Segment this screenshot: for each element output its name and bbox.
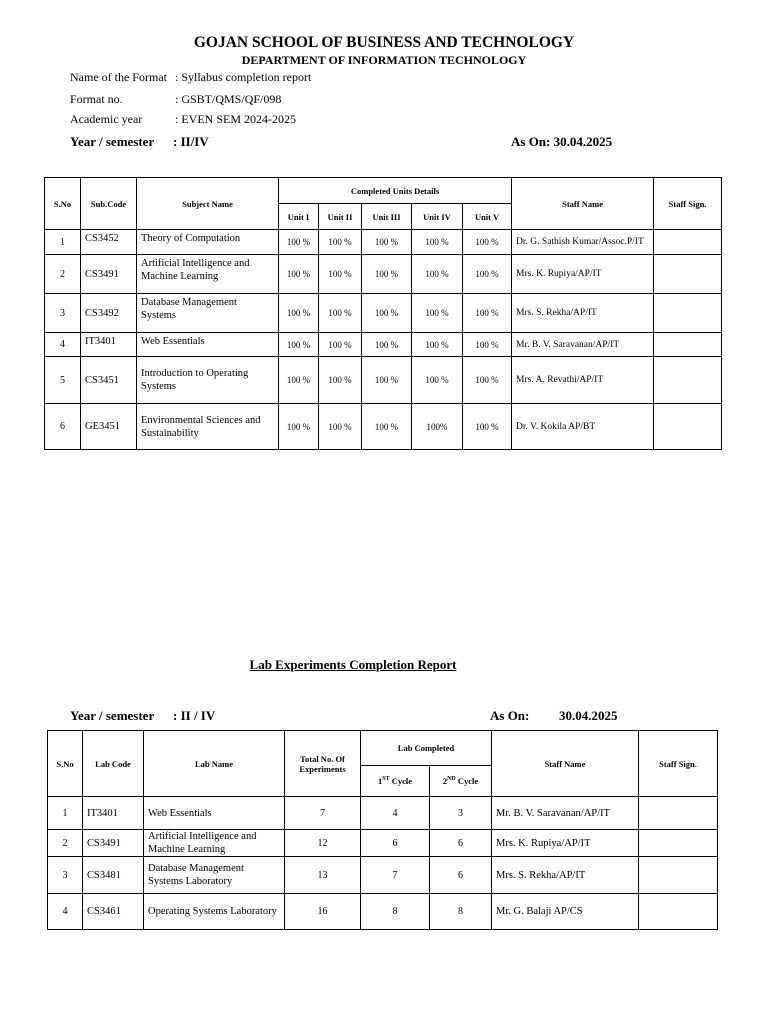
lab-as-on-label: As On: bbox=[490, 708, 530, 723]
lab-row-staff-name: Mrs. K. Rupiya/AP/IT bbox=[492, 830, 639, 857]
lab-year-semester-value: : II / IV bbox=[173, 708, 216, 723]
row-unit-1: 100 % bbox=[279, 404, 319, 450]
row-subject-name: Database Management Systems bbox=[137, 294, 279, 333]
row-sub-code: CS3491 bbox=[81, 255, 137, 294]
row-sno: 1 bbox=[45, 230, 81, 255]
row-unit-4: 100% bbox=[412, 404, 463, 450]
row-staff-sign bbox=[654, 294, 722, 333]
row-unit-4: 100 % bbox=[412, 333, 463, 357]
lab-row-cycle-1: 4 bbox=[361, 797, 430, 830]
lab-header-name: Lab Name bbox=[144, 731, 285, 797]
row-unit-1: 100 % bbox=[279, 357, 319, 404]
lab-row-sno: 1 bbox=[48, 797, 83, 830]
row-unit-2: 100 % bbox=[319, 230, 362, 255]
row-unit-5: 100 % bbox=[463, 357, 512, 404]
lab-row-code: CS3491 bbox=[83, 830, 144, 857]
header-unit-2: Unit II bbox=[319, 204, 362, 230]
lab-table bbox=[47, 730, 718, 930]
year-semester-label: Year / semester bbox=[70, 134, 155, 149]
row-unit-5: 100 % bbox=[463, 255, 512, 294]
lab-header-staff-sign: Staff Sign. bbox=[639, 731, 718, 797]
row-unit-3: 100 % bbox=[362, 404, 412, 450]
row-sub-code: CS3452 bbox=[81, 230, 137, 255]
header-sno: S.No bbox=[45, 178, 81, 230]
lab-row-sno: 4 bbox=[48, 894, 83, 930]
table-row bbox=[45, 255, 722, 294]
lab-row-cycle-2: 6 bbox=[430, 857, 492, 894]
header-unit-3: Unit III bbox=[362, 204, 412, 230]
institution-title: GOJAN SCHOOL OF BUSINESS AND TECHNOLOGY bbox=[193, 34, 575, 51]
lab-row-staff-name: Mrs. S. Rekha/AP/IT bbox=[492, 857, 639, 894]
row-unit-3: 100 % bbox=[362, 333, 412, 357]
format-name-value: : Syllabus completion report bbox=[175, 70, 312, 84]
table-row bbox=[45, 404, 722, 450]
row-staff-sign bbox=[654, 230, 722, 255]
row-unit-3: 100 % bbox=[362, 230, 412, 255]
row-unit-1: 100 % bbox=[279, 255, 319, 294]
lab-header-total: Total No. Of Experiments bbox=[285, 731, 361, 797]
lab-row-staff-name: Mr. B. V. Saravanan/AP/IT bbox=[492, 797, 639, 830]
department-title: DEPARTMENT OF INFORMATION TECHNOLOGY bbox=[241, 53, 527, 67]
row-unit-3: 100 % bbox=[362, 294, 412, 333]
row-subject-name: Artificial Intelligence and Machine Learning bbox=[137, 255, 279, 294]
lab-row-cycle-1: 8 bbox=[361, 894, 430, 930]
table-row bbox=[45, 294, 722, 333]
lab-header-cycle-2: 2ND Cycle bbox=[430, 766, 492, 797]
lab-row-total: 7 bbox=[285, 797, 361, 830]
row-sno: 4 bbox=[45, 333, 81, 357]
row-unit-2: 100 % bbox=[319, 255, 362, 294]
lab-row-cycle-2: 3 bbox=[430, 797, 492, 830]
row-staff-name: Dr. V. Kokila AP/BT bbox=[512, 404, 654, 450]
lab-row-name: Artificial Intelligence and Machine Learning bbox=[144, 830, 285, 857]
as-on-date: As On: 30.04.2025 bbox=[511, 134, 613, 149]
row-sno: 5 bbox=[45, 357, 81, 404]
row-subject-name: Theory of Computation bbox=[137, 230, 279, 255]
lab-row-name: Web Essentials bbox=[144, 797, 285, 830]
row-staff-name: Mr. B. V. Saravanan/AP/IT bbox=[512, 333, 654, 357]
row-staff-sign bbox=[654, 404, 722, 450]
row-staff-sign bbox=[654, 333, 722, 357]
row-staff-name: Mrs. S. Rekha/AP/IT bbox=[512, 294, 654, 333]
row-sub-code: CS3451 bbox=[81, 357, 137, 404]
year-semester-value: : II/IV bbox=[173, 134, 209, 149]
row-unit-5: 100 % bbox=[463, 333, 512, 357]
lab-row-cycle-2: 6 bbox=[430, 830, 492, 857]
format-no-label: Format no. bbox=[70, 92, 123, 106]
row-subject-name: Environmental Sciences and Sustainability bbox=[137, 404, 279, 450]
lab-row-total: 16 bbox=[285, 894, 361, 930]
row-unit-5: 100 % bbox=[463, 230, 512, 255]
row-sub-code: GE3451 bbox=[81, 404, 137, 450]
lab-row-cycle-1: 7 bbox=[361, 857, 430, 894]
row-subject-name: Introduction to Operating Systems bbox=[137, 357, 279, 404]
table-row bbox=[45, 333, 722, 357]
format-name-label: Name of the Format bbox=[70, 70, 167, 84]
row-sno: 6 bbox=[45, 404, 81, 450]
row-sub-code: CS3492 bbox=[81, 294, 137, 333]
row-unit-3: 100 % bbox=[362, 357, 412, 404]
row-unit-1: 100 % bbox=[279, 294, 319, 333]
lab-header-completed: Lab Completed bbox=[361, 731, 492, 766]
table-row bbox=[48, 857, 718, 894]
table-row bbox=[48, 894, 718, 930]
row-unit-1: 100 % bbox=[279, 333, 319, 357]
format-no-value: : GSBT/QMS/QF/098 bbox=[175, 92, 282, 106]
row-staff-name: Mrs. A. Revathi/AP/IT bbox=[512, 357, 654, 404]
lab-row-sno: 2 bbox=[48, 830, 83, 857]
header-unit-4: Unit IV bbox=[412, 204, 463, 230]
row-unit-4: 100 % bbox=[412, 294, 463, 333]
table-row bbox=[45, 357, 722, 404]
row-unit-2: 100 % bbox=[319, 357, 362, 404]
lab-row-name: Operating Systems Laboratory bbox=[144, 894, 285, 930]
lab-header-sno: S.No bbox=[48, 731, 83, 797]
row-unit-2: 100 % bbox=[319, 333, 362, 357]
row-unit-4: 100 % bbox=[412, 230, 463, 255]
lab-row-staff-sign bbox=[639, 894, 718, 930]
row-unit-5: 100 % bbox=[463, 404, 512, 450]
row-staff-name: Mrs. K. Rupiya/AP/IT bbox=[512, 255, 654, 294]
lab-as-on-date: 30.04.2025 bbox=[559, 708, 618, 723]
header-unit-5: Unit V bbox=[463, 204, 512, 230]
academic-year-label: Academic year bbox=[70, 112, 143, 126]
row-staff-name: Dr. G. Sathish Kumar/Assoc.P/IT bbox=[512, 230, 654, 255]
lab-row-total: 12 bbox=[285, 830, 361, 857]
header-sub-code: Sub.Code bbox=[81, 178, 137, 230]
lab-report-title: Lab Experiments Completion Report bbox=[249, 657, 457, 672]
table-row bbox=[48, 830, 718, 857]
lab-row-staff-name: Mr. G. Balaji AP/CS bbox=[492, 894, 639, 930]
row-sno: 2 bbox=[45, 255, 81, 294]
lab-header-cycle-1: 1ST Cycle bbox=[361, 766, 430, 797]
lab-row-code: CS3481 bbox=[83, 857, 144, 894]
header-staff-name: Staff Name bbox=[512, 178, 654, 230]
lab-row-name: Database Management Systems Laboratory bbox=[144, 857, 285, 894]
row-sub-code: IT3401 bbox=[81, 333, 137, 357]
lab-header-code: Lab Code bbox=[83, 731, 144, 797]
row-sno: 3 bbox=[45, 294, 81, 333]
row-staff-sign bbox=[654, 357, 722, 404]
header-staff-sign: Staff Sign. bbox=[654, 178, 722, 230]
lab-row-sno: 3 bbox=[48, 857, 83, 894]
row-staff-sign bbox=[654, 255, 722, 294]
lab-row-total: 13 bbox=[285, 857, 361, 894]
lab-row-staff-sign bbox=[639, 857, 718, 894]
academic-year-value: : EVEN SEM 2024-2025 bbox=[175, 112, 296, 126]
row-unit-3: 100 % bbox=[362, 255, 412, 294]
lab-row-staff-sign bbox=[639, 830, 718, 857]
row-subject-name: Web Essentials bbox=[137, 333, 279, 357]
lab-row-cycle-1: 6 bbox=[361, 830, 430, 857]
lab-header-staff-name: Staff Name bbox=[492, 731, 639, 797]
lab-row-code: CS3461 bbox=[83, 894, 144, 930]
row-unit-2: 100 % bbox=[319, 294, 362, 333]
header-subject-name: Subject Name bbox=[137, 178, 279, 230]
row-unit-1: 100 % bbox=[279, 230, 319, 255]
table-row bbox=[48, 797, 718, 830]
lab-row-cycle-2: 8 bbox=[430, 894, 492, 930]
lab-row-code: IT3401 bbox=[83, 797, 144, 830]
header-completed-units: Completed Units Details bbox=[279, 178, 512, 204]
row-unit-2: 100 % bbox=[319, 404, 362, 450]
lab-year-semester-label: Year / semester bbox=[70, 708, 155, 723]
row-unit-4: 100 % bbox=[412, 255, 463, 294]
row-unit-4: 100 % bbox=[412, 357, 463, 404]
table-row bbox=[45, 230, 722, 255]
lab-row-staff-sign bbox=[639, 797, 718, 830]
row-unit-5: 100 % bbox=[463, 294, 512, 333]
syllabus-table bbox=[44, 177, 722, 450]
header-unit-1: Unit I bbox=[279, 204, 319, 230]
